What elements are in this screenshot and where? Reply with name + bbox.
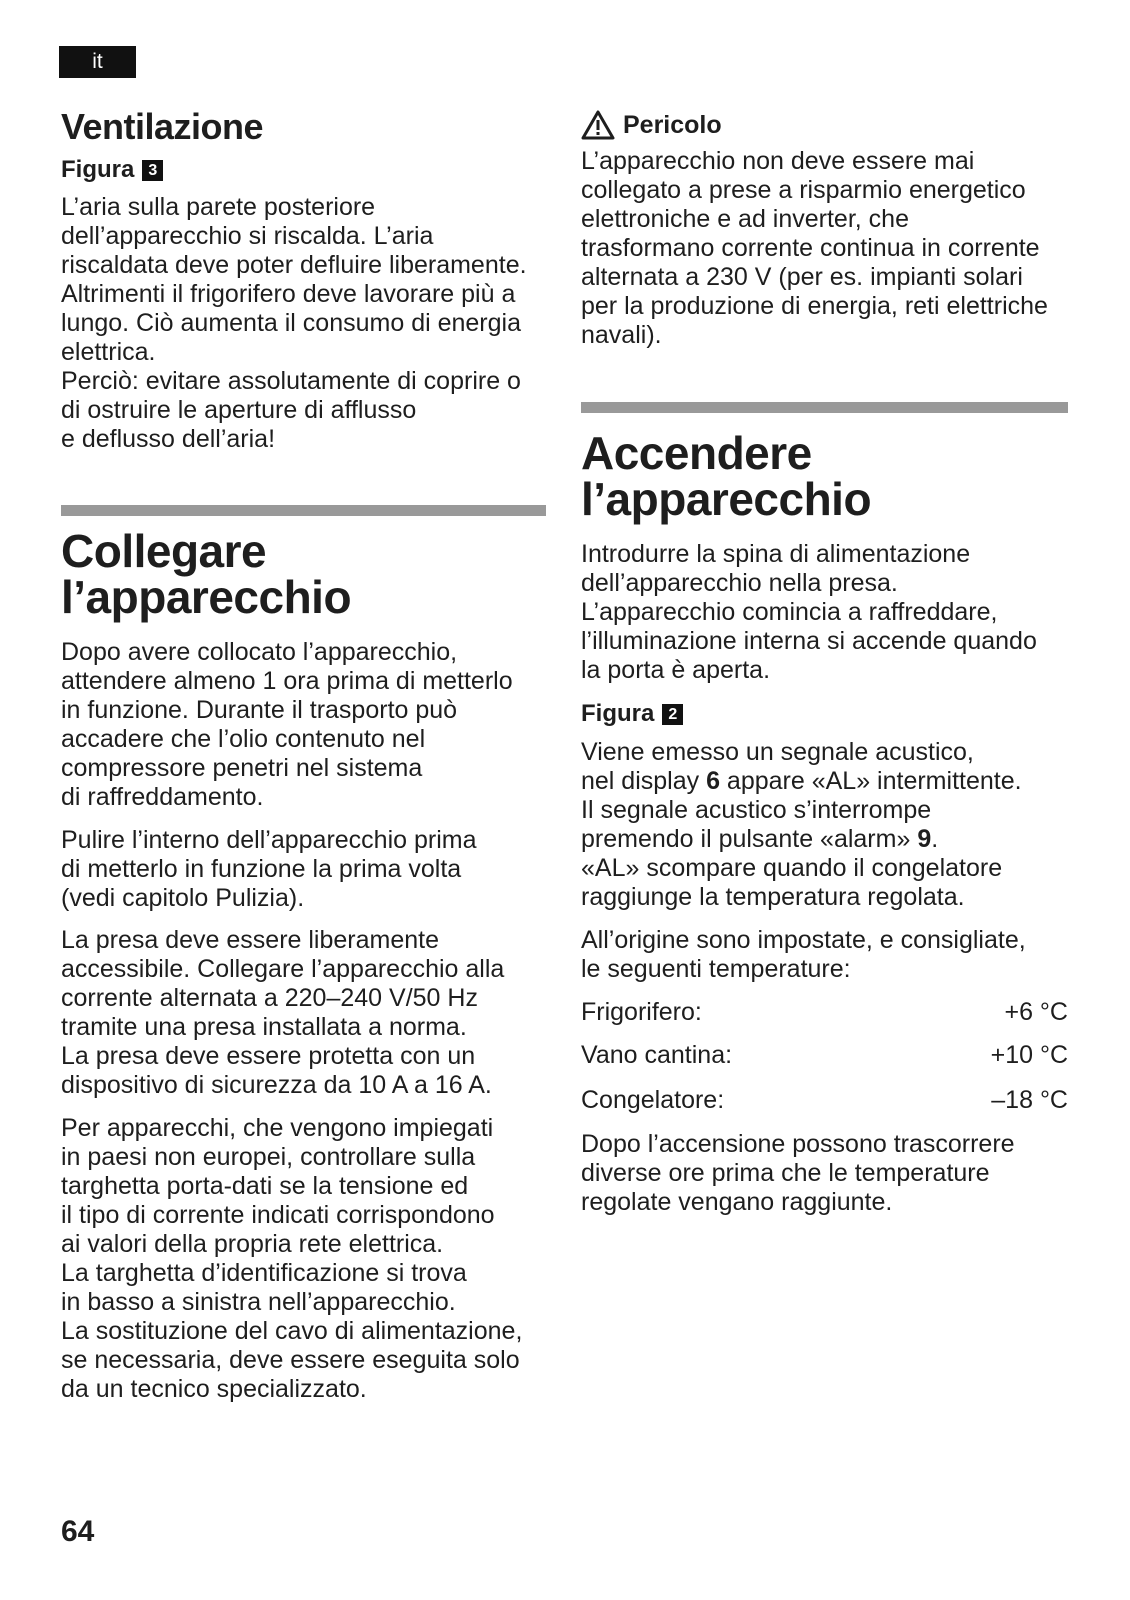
p2-line: «AL» scompare quando il congelatore [581, 854, 1003, 882]
ventilazione-text: L’aria sulla parete posteriore dell’apparecchio si riscalda. L’aria riscaldata deve poter defluire liberamente. Altrimenti il frigorifero deve lavorare più a lungo. Ciò aumenta il consumo di energia elettrica. Perciò: evitare assolutamente di coprire o di ostruire le aperture di afflusso e deflusso dell’aria! [61, 193, 527, 453]
section-divider [61, 505, 546, 516]
collegare-paragraph-4: Per apparecchi, che vengono impiegati in paesi non europei, controllare sulla targhetta porta-dati se la tensione ed il tipo di corrente indicati corrispondono ai valori della propria rete elettrica. La targhetta d’identificazione si trova in basso a sinistra nell’apparecchio. La sostituzione del cavo di alimentazione, se necessaria, deve essere eseguita solo da un tecnico specializzato. [61, 1114, 523, 1403]
pericolo-label: Pericolo [623, 110, 722, 139]
ventilazione-figure-ref [61, 156, 163, 184]
temperature-row [581, 1086, 1068, 1115]
p2-line: Viene emesso un segnale acustico, [581, 738, 974, 766]
temperature-row [581, 1041, 1068, 1070]
collegare-paragraph-3: La presa deve essere liberamente accessibile. Collegare l’apparecchio alla corrente alternata a 220–240 V/50 Hz tramite una presa installata a norma. La presa deve essere protetta con un dispositivo di sicurezza da 10 A a 16 A. [61, 926, 505, 1099]
language-tab: it [59, 46, 136, 78]
figure-label: Figura [61, 156, 135, 183]
ventilazione-heading: Ventilazione [61, 106, 264, 147]
pericolo-text: L’apparecchio non deve essere mai collegato a prese a risparmio energetico elettroniche e ad inverter, che trasformano corrente continua in corrente alternata a 230 V (per es. impianti solari per la produzione di energia, reti elettriche navali). [581, 147, 1048, 349]
p2-line: nel display [581, 767, 707, 795]
section-divider [581, 402, 1068, 413]
p2-line: premendo il pulsante «alarm» [581, 825, 918, 853]
p2-line: Il segnale acustico s’interrompe [581, 796, 932, 824]
temperature-value: +6 °C [1004, 998, 1068, 1026]
accendere-paragraph-4: Dopo l’accensione possono trascorrere diverse ore prima che le temperature regolate vengano raggiunte. [581, 1130, 1015, 1216]
collegare-paragraph-1: Dopo avere collocato l’apparecchio, attendere almeno 1 ora prima di metterlo in funzione. Durante il trasporto può accadere che l’olio contenuto nel compressore penetri nel sistema di raffreddamento. [61, 638, 513, 811]
warning-triangle-icon [581, 110, 615, 140]
temperature-row [581, 998, 1068, 1027]
page-number: 64 [61, 1515, 95, 1548]
figure-label: Figura [581, 700, 655, 727]
collegare-paragraph-2: Pulire l’interno dell’apparecchio prima di metterlo in funzione la prima volta (vedi capitolo Pulizia). [61, 826, 477, 912]
temperature-value: –18 °C [991, 1086, 1068, 1114]
temperature-value: +10 °C [990, 1041, 1068, 1069]
p2-line: . [931, 825, 939, 853]
p2-line: raggiunge la temperatura regolata. [581, 883, 965, 911]
accendere-paragraph-3: All’origine sono impostate, e consigliate, le seguenti temperature: [581, 926, 1026, 983]
temperature-label: Vano cantina: [581, 1041, 733, 1069]
collegare-heading-line1: Collegare [61, 525, 267, 577]
pericolo-warning-label [581, 110, 722, 140]
accendere-heading-line1: Accendere [581, 427, 812, 479]
accendere-heading-line2: l’apparecchio [581, 473, 872, 525]
display-number: 6 [706, 767, 720, 795]
alarm-button-number: 9 [917, 825, 932, 853]
accendere-paragraph-2 [581, 738, 1022, 912]
temperature-label: Congelatore: [581, 1086, 725, 1114]
accendere-figure-ref [581, 700, 683, 728]
p2-line: appare «AL» intermittente. [719, 767, 1022, 795]
collegare-heading-line2: l’apparecchio [61, 571, 352, 623]
temperature-label: Frigorifero: [581, 998, 702, 1026]
figure-number: 2 [662, 704, 683, 725]
accendere-paragraph-1: Introdurre la spina di alimentazione dell’apparecchio nella presa. L’apparecchio comincia a raffreddare, l’illuminazione interna si accende quando la porta è aperta. [581, 540, 1037, 684]
figure-number: 3 [142, 160, 163, 181]
